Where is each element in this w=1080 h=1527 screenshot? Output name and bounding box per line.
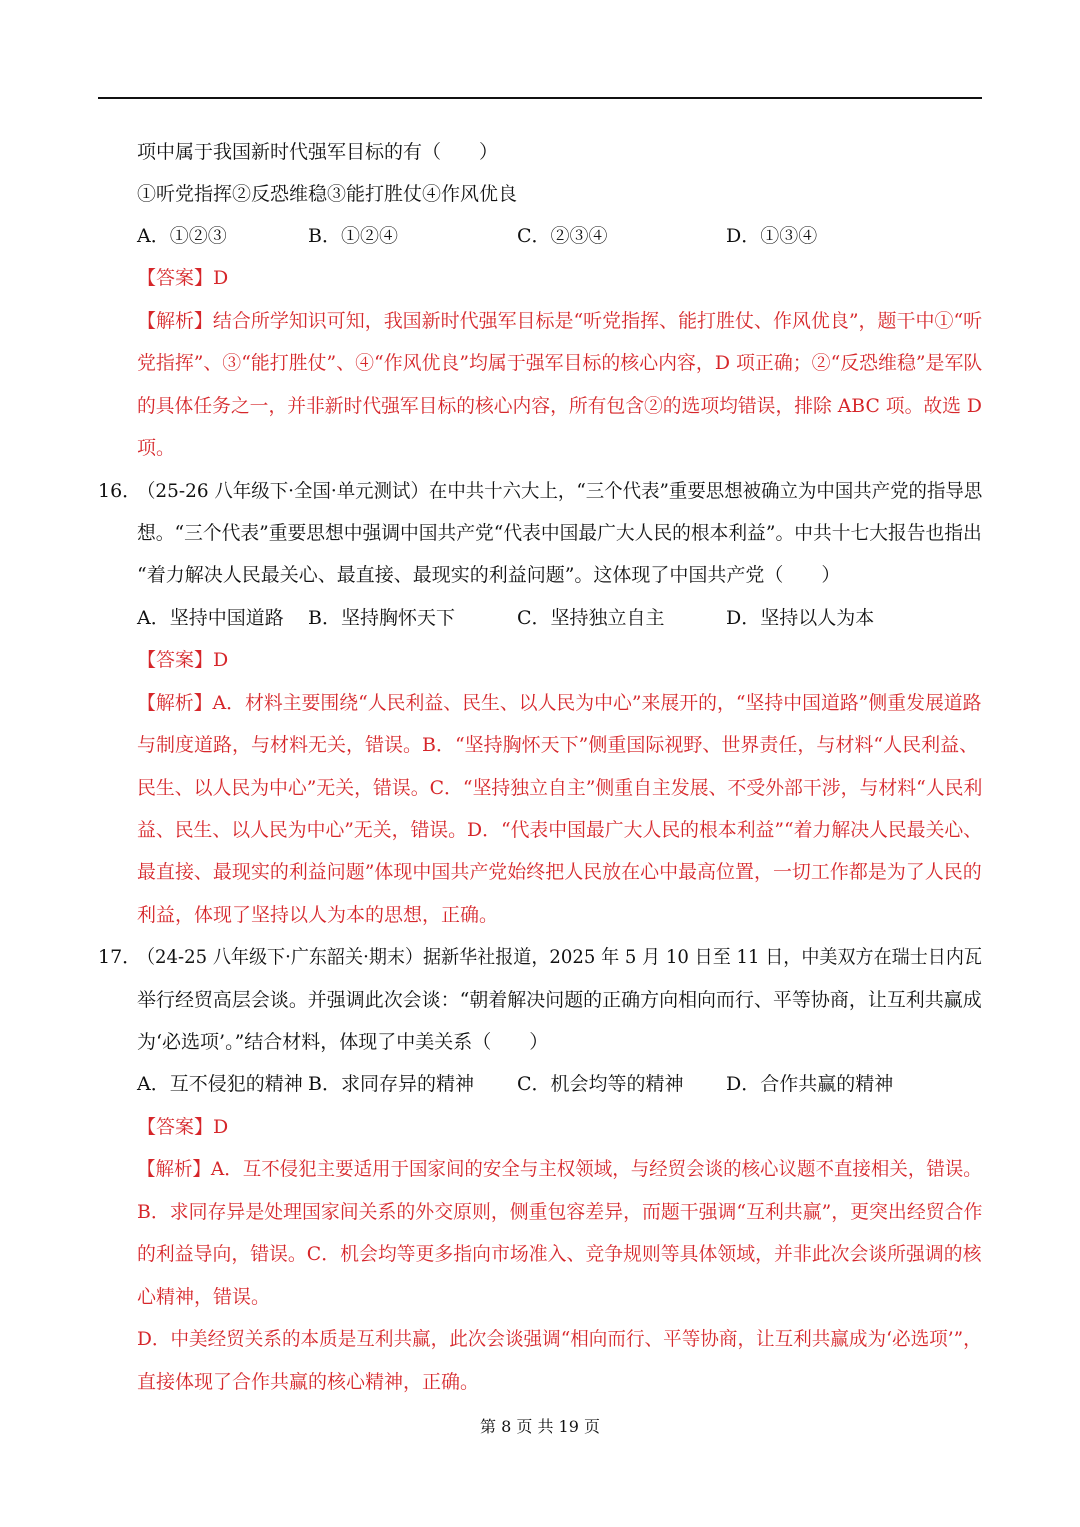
q15-analysis-line: 【解析】结合所学知识可知，我国新时代强军目标是“听党指挥、能打胜仗、作风优良”，题干中①“听	[137, 310, 983, 332]
q17-option-c: C．机会均等的精神	[517, 1073, 684, 1095]
q16-stem-line: （25-26 八年级下·全国·单元测试）在中共十六大上，“三个代表”重要思想被确立为中国共产党的指导思	[137, 480, 983, 502]
q16-analysis-line: 【解析】A．材料主要围绕“人民利益、民生、以人民为中心”来展开的，“坚持中国道路”侧重发展道路	[137, 692, 982, 714]
q17-stem-line: （24-25 八年级下·广东韶关·期末）据新华社报道，2025 年 5 月 10 日至 11 日，中美双方在瑞士日内瓦	[137, 946, 982, 968]
q16-stem-line: “着力解决人民最关心、最直接、最现实的利益问题”。这体现了中国共产党（ ）	[137, 564, 841, 586]
q16-option-d: D．坚持以人为本	[726, 607, 875, 629]
q15-items: ①听党指挥②反恐维稳③能打胜仗④作风优良	[137, 183, 518, 205]
q16-analysis-line: 民生、以人民为中心”无关，错误。C．“坚持独立自主”侧重自主发展、不受外部干涉，与材料“人民利	[137, 777, 983, 799]
header-rule	[98, 97, 982, 99]
q16-option-b: B．坚持胸怀天下	[308, 607, 455, 629]
q16-option-a: A．坚持中国道路	[137, 607, 284, 629]
q16-analysis-line: 最直接、最现实的利益问题”体现中国共产党始终把人民放在心中最高位置，一切工作都是为了人民的	[137, 861, 982, 883]
q15-option-a: A．①②③	[137, 225, 227, 247]
q17-number: 17．	[98, 946, 142, 968]
q17-analysis-line: 直接体现了合作共赢的核心精神，正确。	[137, 1371, 480, 1393]
q15-option-c: C．②③④	[517, 225, 608, 247]
q16-number: 16．	[98, 480, 142, 502]
q17-analysis-line: 【解析】A．互不侵犯主要适用于国家间的安全与主权领域，与经贸会谈的核心议题不直接相关，错误。	[137, 1158, 982, 1180]
page-footer: 第 8 页 共 19 页	[480, 1417, 600, 1436]
q17-analysis-line: D．中美经贸关系的本质是互利共赢，此次会谈强调“相向而行、平等协商，让互利共赢成为‘必选项’”，	[137, 1328, 982, 1350]
q17-analysis-line: 心精神，错误。	[137, 1286, 271, 1308]
q15-stem-tail: 项中属于我国新时代强军目标的有（ ）	[137, 141, 499, 163]
q15-analysis-line: 党指挥”、③“能打胜仗”、④“作风优良”均属于强军目标的核心内容，D 项正确；②“反恐维稳”是军队	[137, 352, 983, 374]
q16-option-c: C．坚持独立自主	[517, 607, 665, 629]
q17-analysis-line: B．求同存异是处理国家间关系的外交原则，侧重包容差异，而题干强调“互利共赢”，更突出经贸合作	[137, 1201, 983, 1223]
q15-analysis-line: 的具体任务之一，并非新时代强军目标的核心内容，所有包含②的选项均错误，排除 ABC 项。故选 D	[137, 395, 982, 417]
q17-option-a: A．互不侵犯的精神	[137, 1073, 303, 1095]
q15-answer: 【答案】D	[137, 267, 229, 289]
q15-analysis-line: 项。	[137, 437, 176, 459]
q17-answer: 【答案】D	[137, 1116, 229, 1138]
q16-answer: 【答案】D	[137, 649, 229, 671]
q16-analysis-line: 益、民生、以人民为中心”无关，错误。D．“代表中国最广大人民的根本利益”“着力解决人民最关心、	[137, 819, 983, 841]
q16-analysis-line: 与制度道路，与材料无关，错误。B．“坚持胸怀天下”侧重国际视野、世界责任，与材料“人民利益、	[137, 734, 979, 756]
q16-stem-line: 想。“三个代表”重要思想中强调中国共产党“代表中国最广大人民的根本利益”。中共十七大报告也指出	[137, 522, 982, 544]
q15-option-b: B．①②④	[308, 225, 398, 247]
q17-stem-line: 举行经贸高层会谈。并强调此次会谈：“朝着解决问题的正确方向相向而行、平等协商，让互利共赢成	[137, 989, 982, 1011]
q17-option-b: B．求同存异的精神	[308, 1073, 474, 1095]
q17-option-d: D．合作共赢的精神	[726, 1073, 894, 1095]
q17-analysis-line: 的利益导向，错误。C．机会均等更多指向市场准入、竞争规则等具体领域，并非此次会谈所强调的核	[137, 1243, 982, 1265]
q17-stem-line: 为‘必选项’。”结合材料，体现了中美关系（ ）	[137, 1031, 549, 1053]
q16-analysis-line: 利益，体现了坚持以人为本的思想，正确。	[137, 904, 499, 926]
q15-option-d: D．①③④	[726, 225, 818, 247]
